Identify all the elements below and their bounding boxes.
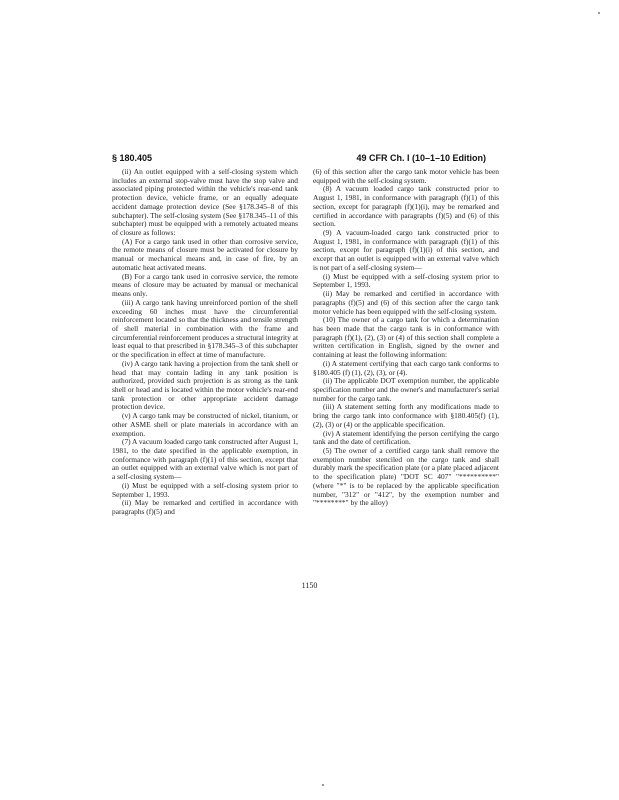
paragraph: (ii) May be remarked and certified in accordance with paragraphs (f)(5) and	[112, 498, 298, 517]
paragraph: (6) of this section after the cargo tank motor vehicle has been equipped with the self-closing system.	[313, 167, 499, 185]
paragraph: (8) A vacuum loaded cargo tank constructed prior to August 1, 1981, in conformance with paragraph (f)(1) of this section, except for paragraph (f)(1)(i), may be remarked and certified in accordance with paragraphs (f)(5) and (6) of this section.	[313, 184, 499, 229]
paragraph: (A) For a cargo tank used in other than corrosive service, the remote means of closure must be activated for closure by manual or mechanical means and, in case of fire, by an automatic heat activated means.	[112, 236, 298, 272]
paragraph: (7) A vacuum loaded cargo tank constructed after August 1, 1981, to the date specified in the applicable exemption, in conformance with paragraph (f)(1) of this section, except that an outlet equipped with an external valve which is not part of a self-closing system—	[112, 437, 298, 482]
scan-speck	[322, 784, 324, 786]
paragraph: (v) A cargo tank may be constructed of nickel, titanium, or other ASME shell or plate materials in accordance with an exemption.	[112, 411, 298, 438]
paragraph: (B) For a cargo tank used in corrosive service, the remote means of closure may be actuated by manual or mechanical means only.	[112, 271, 298, 299]
page-number: 1150	[301, 581, 318, 590]
paragraph: (iv) A cargo tank having a projection from the tank shell or head that may contain lading in any tank position is authorized, provided such projection is as strong as the tank shell or head and is located within the motor vehicle's rear-end tank protection or other appropriate accident damage protection device.	[112, 358, 298, 412]
paragraph: (ii) May be remarked and certified in accordance with paragraphs (f)(5) and (6) of this section after the cargo tank motor vehicle has been equipped with the self-closing system.	[313, 289, 499, 316]
paragraph: (i) A statement certifying that each cargo tank conforms to §180.405 (f) (1), (2), (3), or (4).	[313, 358, 499, 377]
scan-speck	[598, 12, 600, 14]
running-head-title: 49 CFR Ch. I (10–1–10 Edition)	[356, 153, 486, 163]
paragraph: (iii) A statement setting forth any modifications made to bring the cargo tank into conformance with §180.405(f) (1), (2), (3) or (4) or the applicable specification.	[313, 402, 499, 429]
paragraph: (i) Must be equipped with a self-closing system prior to September 1, 1993.	[112, 480, 298, 499]
left-column	[112, 168, 298, 517]
right-column	[313, 168, 499, 508]
paragraph: (10) The owner of a cargo tank for which a determination has been made that the cargo tank is in conformance with paragraph (f)(1), (2), (3) or (4) of this section shall complete a written certification in English, signed by the owner and containing at least the following information:	[313, 315, 499, 360]
paragraph: (ii) An outlet equipped with a self-closing system which includes an external stop-valve must have the stop valve and associated piping protected within the vehicle's rear-end tank protection device, vehicle frame, or an equally adequate accident damage protection device (See §178.345–8 of this subchapter). The self-closing system (See §178.345–11 of this subchapter) must be equipped with a remotely actuated means of closure as follows:	[112, 167, 298, 238]
paragraph: (5) The owner of a certified cargo tank shall remove the exemption number stenciled on the cargo tank and shall durably mark the specification plate (or a plate placed adjacent to the specification plate) "DOT SC 407" "**********" (where "*" is to be replaced by the applicable specification number, "312" or "412", by the exemption number and "********" by the alloy)	[313, 446, 499, 508]
paragraph: (iii) A cargo tank having unreinforced portion of the shell exceeding 60 inches must have the circumferential reinforcement located so that the thickness and tensile strength of shell material in combination with the frame and circumferential reinforcement produces a structural integrity at least equal to that prescribed in §178.345–3 of this subchapter or the specification in effect at time of manufacture.	[112, 297, 298, 360]
paragraph: (ii) The applicable DOT exemption number, the applicable specification number and the owner's and manufacturer's serial number for the cargo tank.	[313, 376, 499, 403]
paragraph: (i) Must be equipped with a self-closing system prior to September 1, 1993.	[313, 271, 499, 290]
paragraph: (iv) A statement identifying the person certifying the cargo tank and the date of certification.	[313, 428, 499, 447]
paragraph: (9) A vacuum-loaded cargo tank constructed prior to August 1, 1981, in conformance with paragraph (f)(1) of this section, except for paragraph (f)(1)(i) of this section, and except that an outlet is equipped with an external valve which is not part of a self-closing system—	[313, 228, 499, 272]
section-number: § 180.405	[112, 153, 153, 163]
